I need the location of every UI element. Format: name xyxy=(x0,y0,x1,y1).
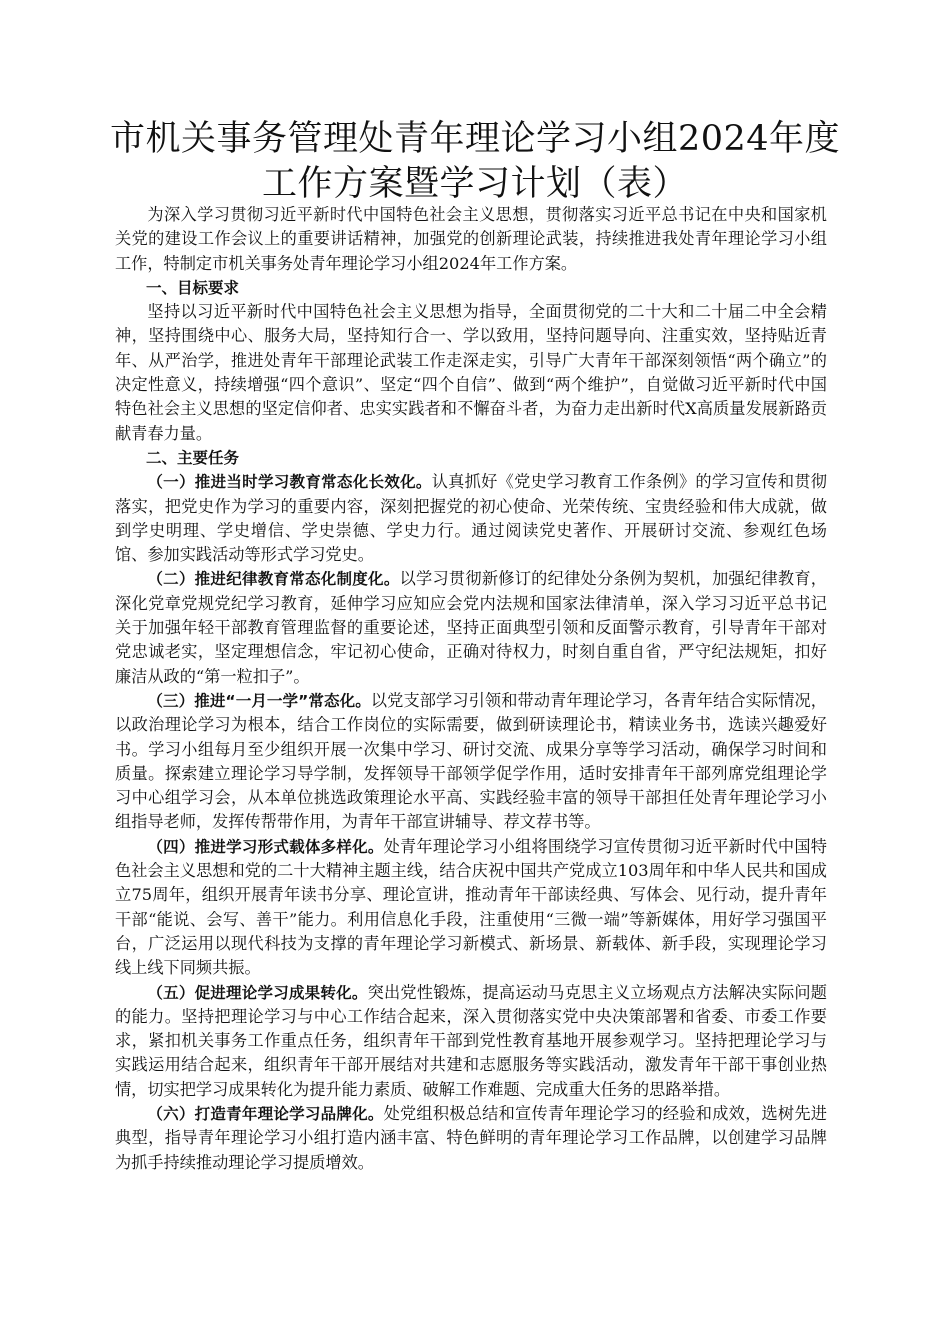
task-lead-4: （四）推进学习形式载体多样化。 xyxy=(147,837,384,856)
document-title-line-2: 工作方案暨学习计划（表） xyxy=(261,164,688,204)
intro-paragraph: 为深入学习贯彻习近平新时代中国特色社会主义思想，贯彻落实习近平总书记在中央和国家机关党的建设工作会议上的重要讲话精神，加强党的创新理论武装，持续推进我处青年理论学习小组工作，特制定市机关事务处青年理论学习小组2024年工作方案。 xyxy=(115,205,827,273)
task-text-4: 处青年理论学习小组将围绕学习宣传贯彻习近平新时代中国特色社会主义思想和党的二十大精神主题主线，结合庆祝中国共产党成立103周年和中华人民共和国成立75周年，组织开展青年读书分享、理论宣讲，推动青年干部读经典、写体会、见行动，提升青年干部“能说、会写、善干”能力。利用信息化手段，注重使用“三微一端”等新媒体，用好学习强国平台，广泛运用以现代科技为支撑的青年理论学习新模式、新场景、新载体、新手段，实现理论学习线上线下同频共振。 xyxy=(115,836,827,978)
task-text-5: 突出党性锻炼，提高运动马克思主义立场观点方法解决实际问题的能力。坚持把理论学习与中心工作结合起来，深入贯彻落实党中央决策部署和省委、市委工作要求，紧扣机关事务工作重点任务，组织青年干部到党性教育基地开展参观学习。坚持把理论学习与实践运用结合起来，组织青年干部开展结对共建和志愿服务等实践活动，激发青年干部干事创业热情，切实把学习成果转化为提升能力素质、破解工作难题、完成重大任务的思路举措。 xyxy=(115,982,827,1099)
task-paragraph-4 xyxy=(115,835,827,981)
document-title-line-1: 市机关事务管理处青年理论学习小组2024年度 xyxy=(109,119,841,159)
goals-paragraph: 坚持以习近平新时代中国特色社会主义思想为指导，全面贯彻党的二十大和二十届二中全会精神，坚持围绕中心、服务大局，坚持知行合一、学以致用，坚持问题导向、注重实效，坚持贴近青年、从严治学，推进处青年干部理论武装工作走深走实，引导广大青年干部深刻领悟“两个确立”的决定性意义，持续增强“四个意识”、坚定“四个自信”、做到“两个维护”，自觉做习近平新时代中国特色社会主义思想的坚定信仰者、忠实实践者和不懈奋斗者，为奋力走出新时代X高质量发展新路贡献青春力量。 xyxy=(115,302,827,443)
document-body xyxy=(115,203,827,1175)
task-paragraph-5 xyxy=(115,981,827,1102)
section-heading-tasks: 二、主要任务 xyxy=(146,448,240,467)
task-lead-6: （六）打造青年理论学习品牌化。 xyxy=(147,1104,384,1123)
task-text-2: 以学习贯彻新修订的纪律处分条例为契机，加强纪律教育，深化党章党规党纪学习教育，延伸学习应知应会党内法规和国家法律清单，深入学习习近平总书记关于加强年轻干部教育管理监督的重要论述，坚持正面典型引领和反面警示教育，引导青年干部对党忠诚老实，坚定理想信念，牢记初心使命，正确对待权力，时刻自重自省，严守纪法规矩，扣好廉洁从政的“第一粒扣子”。 xyxy=(115,569,827,686)
task-text-1: 认真抓好《党史学习教育工作条例》的学习宣传和贯彻落实，把党史作为学习的重要内容，深刻把握党的初心使命、光荣传统、宝贵经验和伟大成就，做到学史明理、学史增信、学史崇德、学史力行。通过阅读党史著作、开展研讨交流、参观红色场馆、参加实践活动等形式学习党史。 xyxy=(115,472,827,565)
task-text-3: 以党支部学习引领和带动青年理论学习，各青年结合实际情况，以政治理论学习为根本，结合工作岗位的实际需要，做到研读理论书，精读业务书，选读兴趣爱好书。学习小组每月至少组织开展一次集中学习、研讨交流、成果分享等学习活动，确保学习时间和质量。探索建立理论学习导学制，发挥领导干部领学促学作用，适时安排青年干部列席党组理论学习中心组学习会，从本单位挑选政策理论水平高、实践经验丰富的领导干部担任处青年理论学习小组指导老师，发挥传帮带作用，为青年干部宣讲辅导、荐文荐书等。 xyxy=(115,690,827,832)
task-paragraph-1 xyxy=(115,470,827,567)
task-text-6: 处党组积极总结和宣传青年理论学习的经验和成效，选树先进典型，指导青年理论学习小组打造内涵丰富、特色鲜明的青年理论学习工作品牌，以创建学习品牌为抓手持续推动理论学习提质增效。 xyxy=(115,1103,827,1172)
task-paragraph-2 xyxy=(115,567,827,688)
task-paragraph-6 xyxy=(115,1102,827,1175)
section-heading-goals: 一、目标要求 xyxy=(146,278,240,297)
task-lead-5: （五）促进理论学习成果转化。 xyxy=(147,983,368,1002)
task-paragraph-3 xyxy=(115,689,827,835)
task-lead-1: （一）推进当时学习教育常态化长效化。 xyxy=(147,473,432,492)
task-lead-2: （二）推进纪律教育常态化制度化。 xyxy=(147,570,400,589)
task-lead-3: （三）推进“一月一学”常态化。 xyxy=(147,691,371,710)
